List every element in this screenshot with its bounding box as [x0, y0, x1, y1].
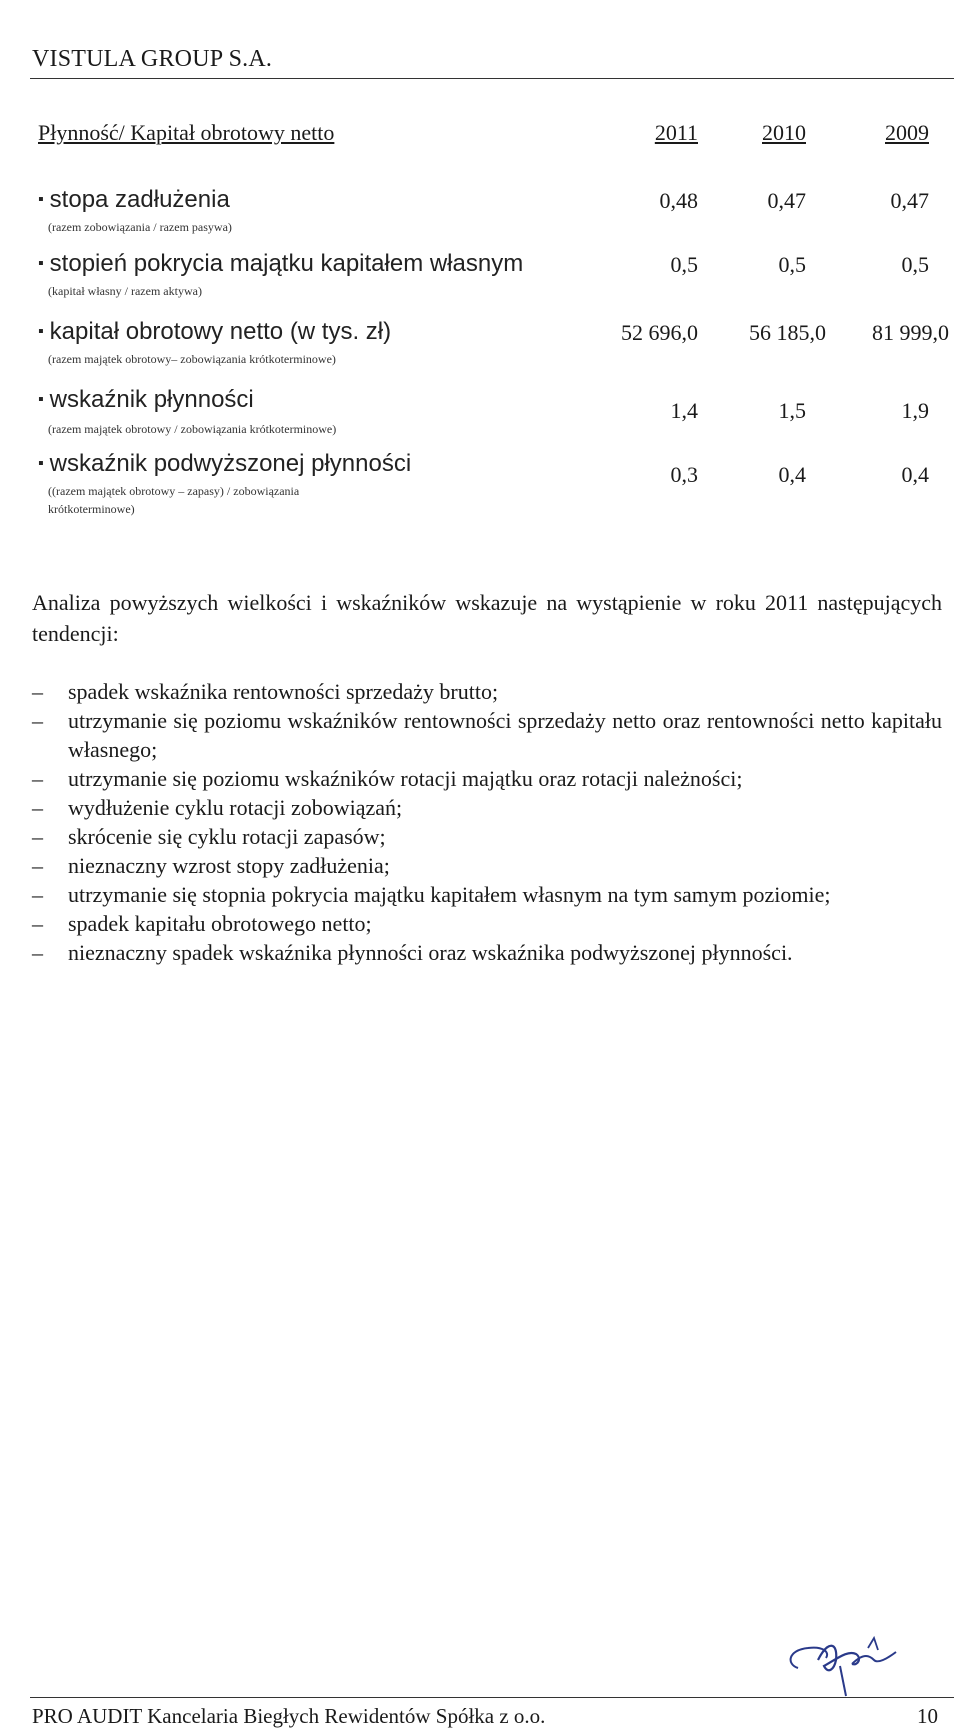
dash-icon: –	[32, 853, 43, 878]
dash-icon: –	[32, 795, 43, 820]
dash-icon: –	[32, 882, 43, 907]
row-label-text: wskaźnik płynności	[49, 386, 254, 413]
value-2011: 1,4	[670, 398, 698, 423]
dash-icon: –	[32, 766, 43, 791]
table-row	[38, 186, 948, 242]
page-header-title: VISTULA GROUP S.A.	[32, 46, 273, 72]
row-label	[38, 250, 523, 278]
value-2011: 0,48	[659, 188, 698, 213]
row-label-text: stopień pokrycia majątku kapitałem własnym	[49, 250, 524, 277]
value-2009: 0,5	[901, 252, 929, 277]
bullet-icon: ▪	[38, 255, 44, 272]
row-label-text: kapitał obrotowy netto (w tys. zł)	[49, 318, 392, 345]
value-2009: 0,47	[890, 188, 929, 213]
list-item	[32, 677, 942, 706]
row-formula: ((razem majątek obrotowy – zapasy) / zobowiązania krótkoterminowe)	[48, 484, 300, 516]
row-formula: (kapitał własny / razem aktywa)	[48, 284, 202, 298]
value-2011: 52 696,0	[621, 320, 698, 345]
row-formula: (razem zobowiązania / razem pasywa)	[48, 220, 232, 234]
list-item-text: utrzymanie się poziomu wskaźników rentowności sprzedaży netto oraz rentowności netto kapitału własnego;	[68, 708, 942, 762]
footer-company: PRO AUDIT Kancelaria Biegłych Rewidentów Spółka z o.o.	[32, 1704, 546, 1728]
trend-list	[32, 677, 942, 967]
row-label	[38, 450, 411, 478]
list-item-text: utrzymanie się stopnia pokrycia majątku kapitałem własnym na tym samym poziomie;	[68, 882, 831, 907]
value-2010: 0,4	[778, 462, 806, 487]
table-row	[38, 450, 948, 530]
list-item-text: nieznaczny spadek wskaźnika płynności oraz wskaźnika podwyższonej płynności.	[68, 940, 793, 965]
footer-rule	[30, 1697, 954, 1698]
table-title: Płynność/ Kapitał obrotowy netto	[38, 120, 335, 145]
bullet-icon: ▪	[38, 455, 44, 472]
dash-icon: –	[32, 911, 43, 936]
value-2009: 1,9	[901, 398, 929, 423]
value-2010: 56 185,0	[749, 320, 826, 345]
value-2009: 81 999,0	[872, 320, 949, 345]
list-item-text: wydłużenie cyklu rotacji zobowiązań;	[68, 795, 403, 820]
list-item	[32, 764, 942, 793]
list-item	[32, 851, 942, 880]
value-2010: 1,5	[778, 398, 806, 423]
value-2009: 0,4	[901, 462, 929, 487]
page-number: 10	[917, 1704, 938, 1728]
bullet-icon: ▪	[38, 323, 44, 340]
value-2011: 0,5	[670, 252, 698, 277]
row-label	[38, 186, 230, 214]
table-row	[38, 386, 948, 442]
signature-icon	[778, 1630, 938, 1700]
year-2009: 2009	[885, 120, 929, 145]
table-row	[38, 250, 948, 306]
list-item-text: spadek wskaźnika rentowności sprzedaży brutto;	[68, 679, 499, 704]
list-item	[32, 706, 942, 764]
value-2010: 0,5	[778, 252, 806, 277]
row-label	[38, 386, 254, 414]
row-label-text: wskaźnik podwyższonej płynności	[49, 450, 412, 477]
bullet-icon: ▪	[38, 191, 44, 208]
list-item-text: skrócenie się cyklu rotacji zapasów;	[68, 824, 386, 849]
list-item	[32, 938, 942, 967]
year-2010: 2010	[762, 120, 806, 145]
row-label	[38, 318, 391, 346]
list-item	[32, 793, 942, 822]
year-2011: 2011	[654, 120, 698, 145]
analysis-intro: Analiza powyższych wielkości i wskaźników wskazuje na wystąpienie w roku 2011 następujących tendencji:	[32, 590, 942, 646]
list-item	[32, 880, 942, 909]
table-header	[38, 120, 938, 154]
row-formula: (razem majątek obrotowy– zobowiązania krótkoterminowe)	[48, 352, 336, 366]
header-rule	[30, 78, 954, 79]
dash-icon: –	[32, 824, 43, 849]
row-formula: (razem majątek obrotowy / zobowiązania krótkoterminowe)	[48, 422, 337, 436]
table-row	[38, 318, 948, 374]
list-item	[32, 822, 942, 851]
list-item-text: utrzymanie się poziomu wskaźników rotacji majątku oraz rotacji należności;	[68, 766, 743, 791]
dash-icon: –	[32, 708, 43, 733]
list-item	[32, 909, 942, 938]
list-item-text: nieznaczny wzrost stopy zadłużenia;	[68, 853, 390, 878]
row-label-text: stopa zadłużenia	[49, 186, 230, 213]
value-2010: 0,47	[767, 188, 806, 213]
dash-icon: –	[32, 940, 43, 965]
dash-icon: –	[32, 679, 43, 704]
list-item-text: spadek kapitału obrotowego netto;	[68, 911, 372, 936]
value-2011: 0,3	[670, 462, 698, 487]
bullet-icon: ▪	[38, 391, 44, 408]
